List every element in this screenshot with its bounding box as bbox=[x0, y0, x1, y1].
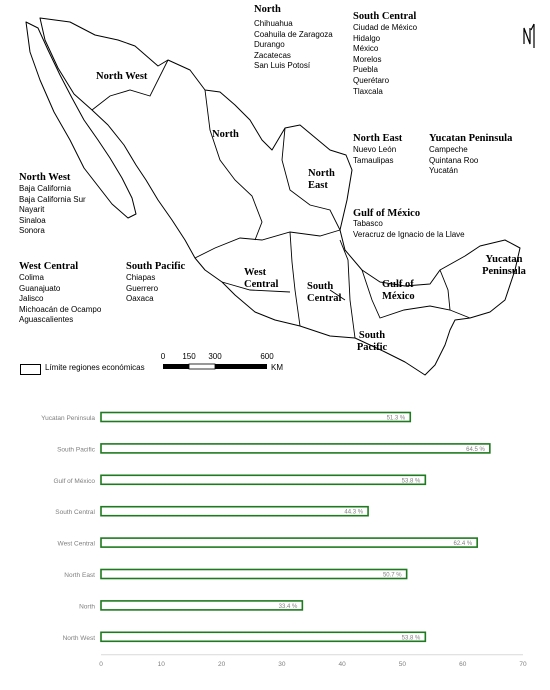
state-name: Campeche bbox=[429, 145, 468, 154]
scale-tick-label: 300 bbox=[208, 352, 222, 361]
list-title-south-pacific: South Pacific bbox=[126, 261, 186, 272]
bar bbox=[101, 444, 490, 453]
bar-value-label: 44.3 % bbox=[344, 509, 364, 516]
x-tick-label: 0 bbox=[99, 660, 103, 668]
map-label-north: North bbox=[212, 129, 239, 140]
scale-segment bbox=[163, 364, 189, 369]
state-list-north-east bbox=[353, 145, 396, 166]
state-name: Puebla bbox=[353, 65, 378, 75]
list-title-gulf-of-mexico: Gulf of México bbox=[353, 208, 421, 219]
map-label-south-pacific: South Pacific bbox=[356, 330, 388, 353]
state-name: Guanajuato bbox=[19, 283, 61, 293]
state-name: Michoacán de Ocampo bbox=[19, 304, 102, 314]
x-tick-label: 30 bbox=[278, 660, 286, 668]
state-name: Chihuahua bbox=[254, 19, 293, 28]
state-name: Chiapas bbox=[126, 273, 156, 282]
list-title-south-central: South Central bbox=[353, 11, 417, 22]
category-label: South Pacific bbox=[57, 446, 95, 454]
state-name: Durango bbox=[254, 40, 285, 50]
map-label-north-west: North West bbox=[96, 71, 148, 82]
x-tick-label: 70 bbox=[519, 660, 527, 668]
state-list-south-central bbox=[353, 23, 417, 97]
scale-tick-label: 0 bbox=[160, 352, 166, 361]
list-title-north-east: North East bbox=[353, 133, 403, 144]
scale-tick-label: 600 bbox=[260, 352, 274, 361]
bar bbox=[101, 507, 368, 516]
map-label-yucatan-peninsula: Yucatan Peninsula bbox=[482, 254, 526, 277]
legend-label: Límite regiones económicas bbox=[45, 363, 145, 372]
state-name: Coahuila de Zaragoza bbox=[254, 29, 333, 39]
state-list-yucatan-peninsula bbox=[429, 145, 478, 177]
state-name: Sinaloa bbox=[19, 215, 46, 225]
state-name: Baja California Sur bbox=[19, 194, 86, 204]
state-name: Sonora bbox=[19, 226, 45, 236]
bar bbox=[101, 475, 425, 484]
map-label-gulf-of-mexico: Gulf of México bbox=[382, 279, 415, 302]
scale-tick-label: 150 bbox=[182, 352, 196, 361]
bar-value-label: 33.4 % bbox=[278, 603, 298, 610]
state-name: Guerrero bbox=[126, 283, 159, 293]
x-tick-label: 20 bbox=[217, 660, 226, 668]
state-name: Nayarit bbox=[19, 205, 45, 215]
scale-bar bbox=[155, 350, 295, 376]
bar bbox=[101, 538, 477, 547]
state-name: Tamaulipas bbox=[353, 155, 394, 165]
bar bbox=[101, 413, 410, 422]
bar-value-label: 53.8 % bbox=[401, 478, 421, 485]
x-tick-label: 60 bbox=[459, 660, 467, 668]
bar bbox=[101, 632, 425, 641]
x-tick-label: 40 bbox=[338, 660, 346, 668]
state-list-north bbox=[254, 19, 333, 72]
bar bbox=[101, 570, 407, 579]
category-label: North East bbox=[64, 572, 95, 579]
category-label: North bbox=[79, 603, 95, 611]
state-list-south-pacific bbox=[126, 273, 158, 305]
category-label: North West bbox=[62, 634, 95, 642]
state-name: Oaxaca bbox=[126, 294, 154, 304]
state-name: México bbox=[353, 44, 379, 54]
map-label-north-east: North East bbox=[308, 168, 335, 191]
state-name: Nuevo León bbox=[353, 145, 397, 154]
state-name: Yucatán bbox=[429, 166, 458, 176]
list-title-north-west: North West bbox=[19, 172, 71, 183]
bar-value-label: 51.3 % bbox=[386, 415, 406, 422]
state-name: Baja California bbox=[19, 184, 72, 193]
category-label: West Central bbox=[57, 540, 95, 548]
map-label-south-central: South Central bbox=[307, 281, 342, 304]
list-title-yucatan-peninsula: Yucatan Peninsula bbox=[429, 133, 513, 144]
category-label: Yucatan Peninsula bbox=[41, 415, 95, 422]
bar-value-label: 53.8 % bbox=[401, 635, 421, 642]
scale-segment bbox=[215, 364, 267, 369]
state-name: Querétaro bbox=[353, 75, 390, 85]
state-name: Tlaxcala bbox=[353, 86, 383, 96]
x-tick-label: 50 bbox=[398, 660, 407, 668]
scale-segment bbox=[189, 364, 215, 369]
state-name: Ciudad de México bbox=[353, 23, 418, 32]
bar bbox=[101, 601, 302, 610]
state-name: Jalisco bbox=[19, 294, 44, 304]
state-name: Aguascalientes bbox=[19, 315, 74, 325]
bar-value-label: 50.7 % bbox=[382, 572, 402, 579]
x-tick-label: 10 bbox=[157, 660, 165, 668]
scale-unit: KM bbox=[271, 363, 283, 372]
state-name: San Luis Potosí bbox=[254, 61, 311, 71]
state-list-north-west bbox=[19, 184, 86, 237]
state-name: Colima bbox=[19, 273, 44, 282]
state-name: Quintana Roo bbox=[429, 155, 479, 165]
state-name: Hidalgo bbox=[353, 33, 381, 43]
state-list-west-central bbox=[19, 273, 101, 326]
category-label: South Central bbox=[55, 509, 95, 517]
state-list-gulf-of-mexico bbox=[353, 219, 465, 240]
state-name: Morelos bbox=[353, 54, 382, 64]
legend-swatch bbox=[20, 364, 41, 375]
state-name: Veracruz de Ignacio de la Llave bbox=[353, 229, 465, 239]
bar-value-label: 62.4 % bbox=[453, 541, 473, 548]
category-label: Gulf of México bbox=[53, 477, 95, 485]
percentage-bar-chart bbox=[0, 395, 550, 690]
list-title-west-central: West Central bbox=[19, 261, 79, 272]
list-title-north: North bbox=[254, 4, 281, 15]
north-arrow-icon bbox=[524, 24, 534, 48]
state-name: Zacatecas bbox=[254, 50, 291, 60]
map-label-west-central: West Central bbox=[244, 267, 279, 290]
state-name: Tabasco bbox=[353, 219, 383, 228]
bar-value-label: 64.5 % bbox=[466, 446, 485, 453]
